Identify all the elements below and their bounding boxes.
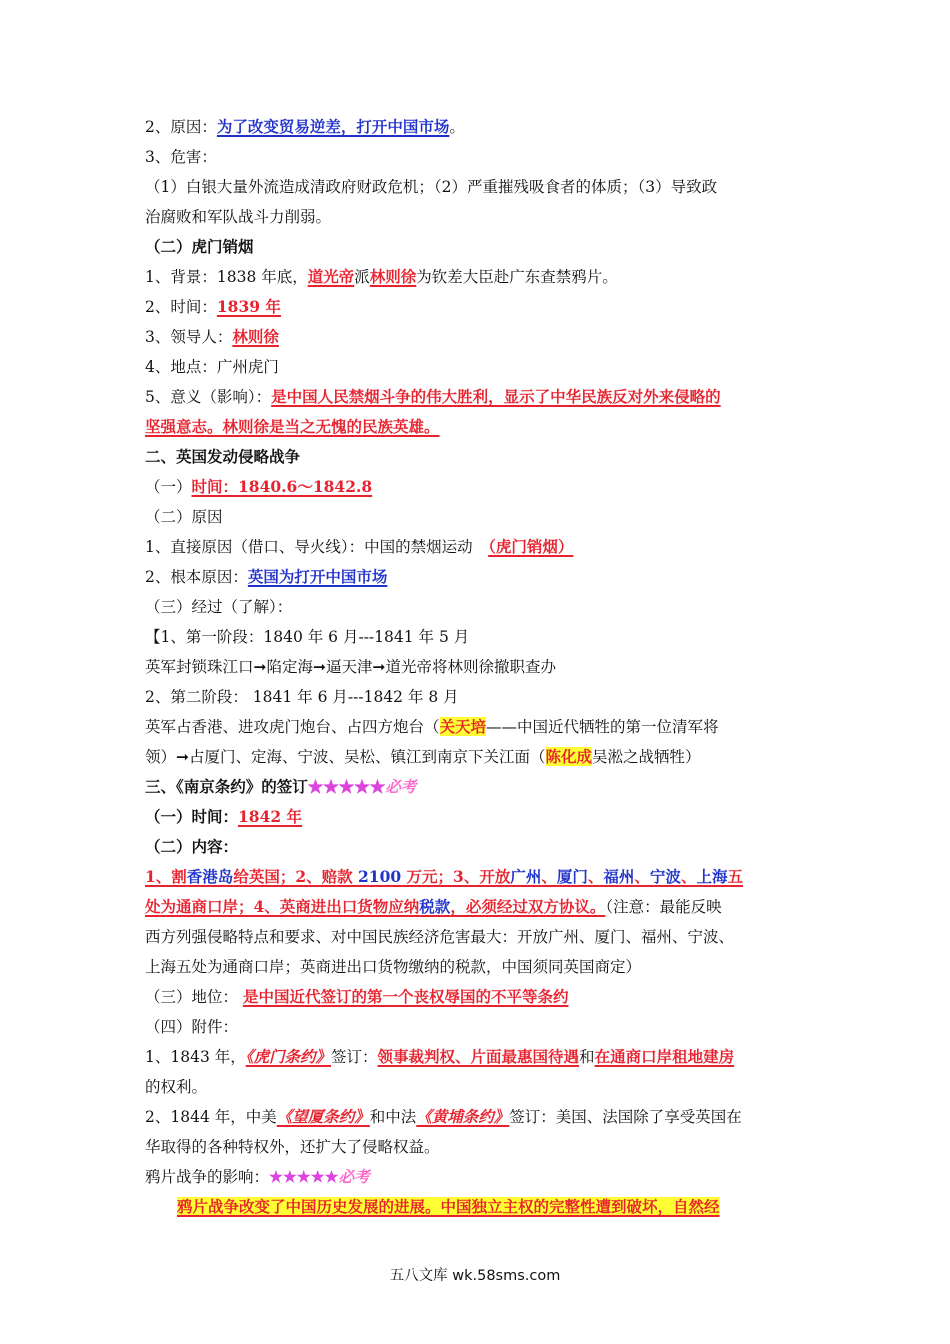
line-process-title: （三）经过（了解）： (145, 598, 293, 616)
line-stage-1: 【1、第一阶段：1840 年 6 月---1841 年 5 月 (145, 628, 470, 646)
line-annex-2-cont: 华取得的各种特权外，还扩大了侵略权益。 (145, 1138, 440, 1156)
line-annex-1: 1、1843 年，《虎门条约》签订：领事裁判权、片面最惠国待遇和在通商口岸租地建房 (145, 1047, 735, 1066)
star-rating: ★★★★★ (269, 1167, 339, 1186)
line-stage-2: 2、第二阶段： 1841 年 6 月---1842 年 8 月 (145, 688, 459, 706)
line-impact-title: 鸦片战争的影响：★★★★★必考 (145, 1167, 370, 1186)
star-rating: ★★★★★ (307, 777, 386, 796)
line-harm-1: （1）白银大量外流造成清政府财政危机；（2）严重摧残吸食者的体质；（3）导致政 (145, 178, 718, 196)
line-root-cause: 2、根本原因：英国为打开中国市场 (145, 567, 388, 586)
line-impact-text: 鸦片战争改变了中国历史发展的进展。中国独立主权的完整性遭到破坏，自然经 (177, 1197, 720, 1216)
line-stage-1-detail: 英军封锁珠江口➞陷定海➞逼天津➞道光帝将林则徐撤职查办 (145, 658, 556, 676)
line-content-title: （二）内容： (145, 837, 239, 856)
line-content-2: 处为通商口岸；4、英商进出口货物应纳税款，必须经过双方协议。（注意：最能反映 (145, 897, 722, 916)
line-harm-title: 3、危害： (145, 148, 217, 166)
line-stage-2-detail-cont: 领）➞占厦门、定海、宁波、吴松、镇江到南京下关江面（陈化成吴淞之战牺牲） (145, 747, 701, 766)
line-leader: 3、领导人：林则徐 (145, 327, 279, 346)
line-direct-cause: 1、直接原因（借口、导火线）：中国的禁烟运动 （虎门销烟） (145, 537, 574, 556)
line-treaty-time: （一）时间：1842 年 (145, 807, 303, 826)
line-war-time: （一）时间：1840.6～1842.8 (145, 477, 373, 496)
line-annex-title: （四）附件： (145, 1018, 239, 1036)
line-significance-cont: 坚强意志。林则徐是当之无愧的民族英雄。 (145, 417, 440, 436)
line-time-1839: 2、时间：1839 年 (145, 297, 281, 316)
line-significance: 5、意义（影响）：是中国人民禁烟斗争的伟大胜利，显示了中华民族反对外来侵略的 (145, 387, 721, 406)
line-cause: 2、原因：为了改变贸易逆差，打开中国市场。 (145, 117, 465, 136)
must-test-tag: 必考 (385, 777, 417, 796)
line-stage-2-detail: 英军占香港、进攻虎门炮台、占四方炮台（关天培——中国近代牺牲的第一位清军将 (145, 717, 719, 736)
section-heading-nanjing: 三、《南京条约》的签订★★★★★必考 (145, 777, 417, 796)
line-annex-1-cont: 的权利。 (145, 1078, 208, 1096)
cause-answer: 为了改变贸易逆差，打开中国市场 (216, 117, 450, 136)
line-note-1: 西方列强侵略特点和要求、对中国民族经济危害最大：开放广州、厦门、福州、宁波、 (145, 928, 735, 946)
line-note-2: 上海五处为通商口岸；英商进出口货物缴纳的税款，中国须同英国商定） (145, 958, 642, 976)
line-content-1: 1、割香港岛给英国；2、赔款 2100 万元；3、开放广州、厦门、福州、宁波、上海五 (145, 867, 743, 886)
line-location: 4、地点：广州虎门 (145, 358, 279, 376)
must-test-tag: 必考 (338, 1167, 370, 1186)
line-harm-2: 治腐败和军队战斗力削弱。 (145, 208, 332, 226)
line-war-cause-title: （二）原因 (145, 508, 223, 526)
line-background: 1、背景：1838 年底，道光帝派林则徐为钦差大臣赴广东查禁鸦片。 (145, 267, 618, 286)
line-annex-2: 2、1844 年，中美《望厦条约》和中法《黄埔条约》签订：美国、法国除了享受英国在 (145, 1107, 742, 1126)
section-heading-humen: （二）虎门销烟 (145, 237, 254, 256)
footer-watermark: 五八文库 wk.58sms.com (389, 1268, 561, 1284)
line-status: （三）地位： 是中国近代签订的第一个丧权辱国的不平等条约 (145, 987, 569, 1006)
section-heading-war: 二、英国发动侵略战争 (145, 447, 301, 466)
